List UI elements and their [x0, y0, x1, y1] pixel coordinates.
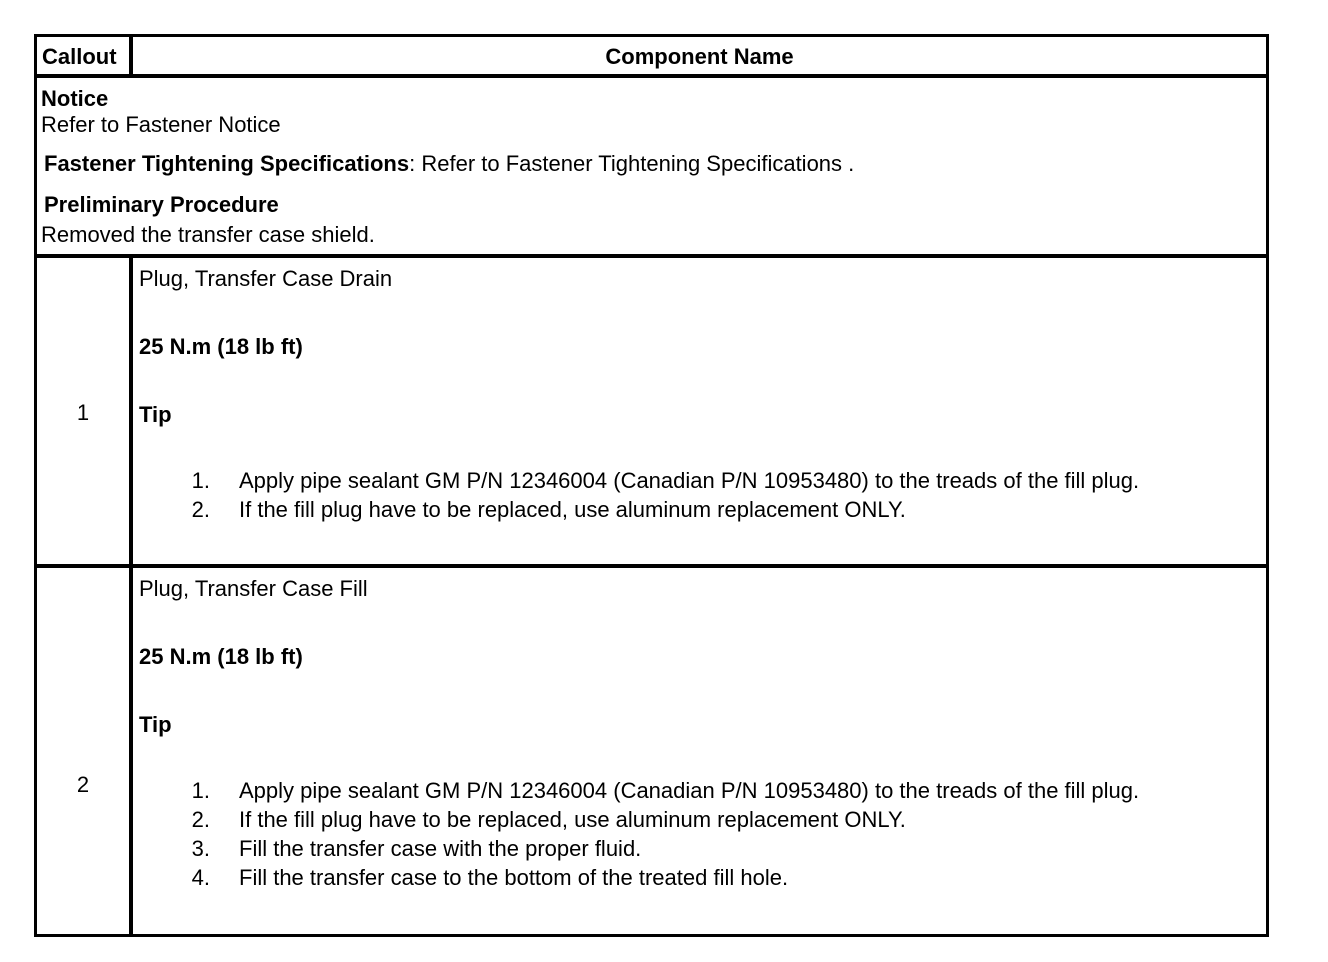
step-text: Apply pipe sealant GM P/N 12346004 (Canadian P/N 10953480) to the treads of the fill plug.	[239, 778, 1140, 803]
component-cell	[133, 568, 1266, 934]
component-name-header-cell	[133, 37, 1266, 74]
table-header-row	[37, 37, 1266, 78]
intro-row	[37, 78, 1266, 258]
step-number: 2.	[191, 807, 210, 832]
fastener-spec-colon: :	[409, 151, 416, 176]
component-name: Plug, Transfer Case Drain	[139, 266, 393, 291]
callout-number: 2	[76, 772, 90, 797]
callout-header-cell	[37, 37, 133, 74]
torque-value: 25 N.m (18 lb ft)	[139, 334, 303, 359]
step-number: 1.	[191, 468, 210, 493]
callout-cell	[37, 258, 133, 564]
callout-cell	[37, 568, 133, 934]
table-row	[37, 568, 1266, 934]
notice-heading: Notice	[41, 86, 109, 111]
step-number: 1.	[191, 778, 210, 803]
component-name: Plug, Transfer Case Fill	[139, 576, 368, 601]
torque-value: 25 N.m (18 lb ft)	[139, 644, 303, 669]
step-number: 4.	[191, 865, 210, 890]
tip-label: Tip	[139, 712, 172, 737]
fastener-spec-label: Fastener Tightening Specifications	[44, 151, 410, 176]
fastener-spec-text: Refer to Fastener Tightening Specifications .	[421, 151, 855, 176]
step-text: If the fill plug have to be replaced, use aluminum replacement ONLY.	[239, 807, 906, 832]
fastener-spec-line	[44, 151, 854, 177]
preliminary-text: Removed the transfer case shield.	[41, 222, 375, 247]
tip-label: Tip	[139, 402, 172, 427]
component-cell	[133, 258, 1266, 564]
notice-text: Refer to Fastener Notice	[41, 112, 281, 137]
preliminary-heading: Preliminary Procedure	[44, 192, 279, 217]
step-number: 2.	[191, 497, 210, 522]
table-row	[37, 258, 1266, 568]
step-text: Apply pipe sealant GM P/N 12346004 (Canadian P/N 10953480) to the treads of the fill plug.	[239, 468, 1140, 493]
component-table	[34, 34, 1269, 937]
step-text: Fill the transfer case to the bottom of the treated fill hole.	[239, 865, 789, 890]
step-text: If the fill plug have to be replaced, use aluminum replacement ONLY.	[239, 497, 906, 522]
component-name-header: Component Name	[605, 44, 794, 69]
step-text: Fill the transfer case with the proper fluid.	[239, 836, 642, 861]
callout-header: Callout	[42, 44, 117, 69]
step-number: 3.	[191, 836, 210, 861]
callout-number: 1	[76, 400, 90, 425]
